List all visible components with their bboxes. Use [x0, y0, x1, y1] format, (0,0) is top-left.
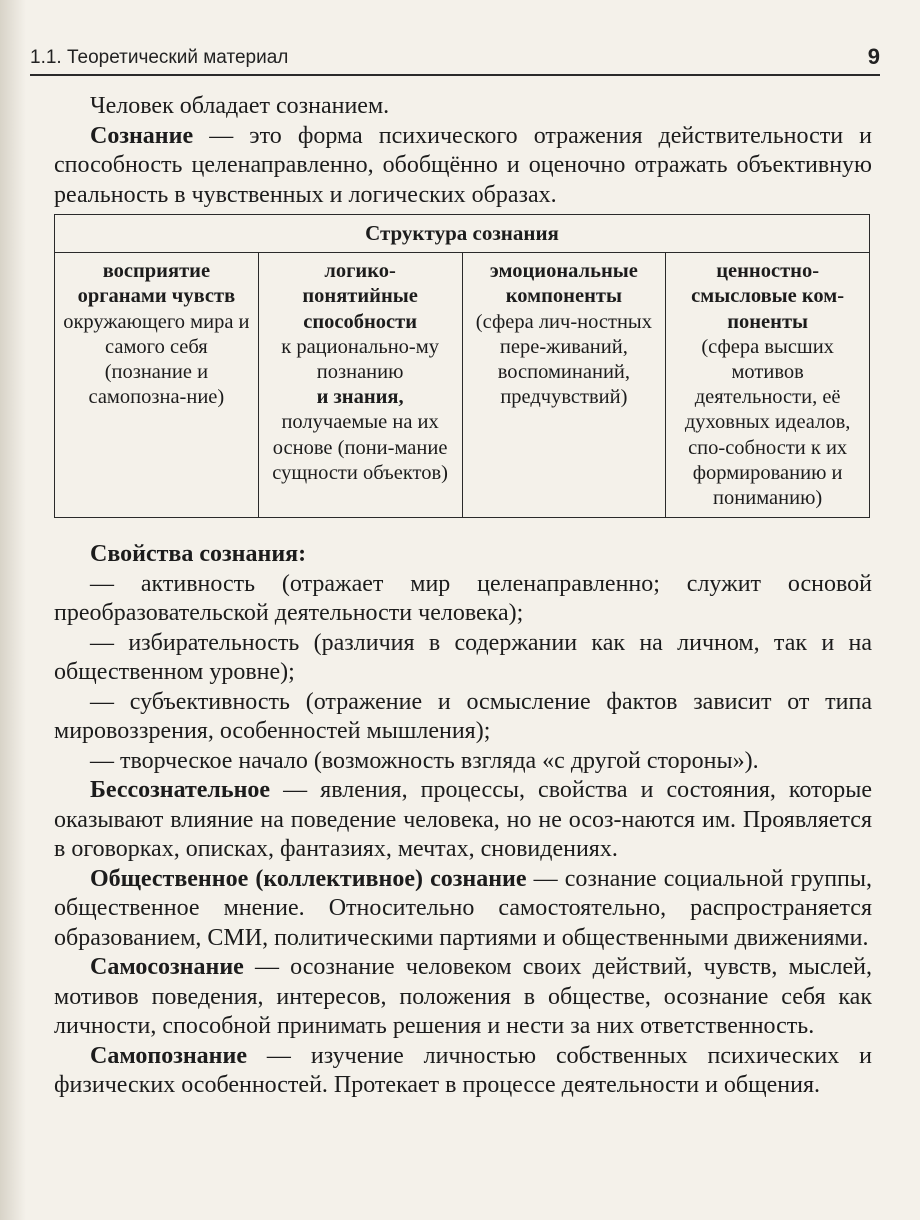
page-gutter-shadow — [0, 0, 26, 1220]
definition-social-consciousness — [54, 865, 872, 954]
definition-text: — явления, процессы, свойства и состояния, которые оказывают влияние на поведение человека, но не осоз-наются им. Проявляется в оговорках, описках, фантазиях, мечтах, сновидениях. — [54, 777, 872, 863]
definition-term: Общественное (коллективное) сознание — [90, 865, 527, 892]
cell-bold-text: логико-понятийные способности — [302, 260, 418, 333]
cell-text: окружающего мира и самого себя (познание и самопозна-ние) — [63, 310, 250, 409]
definition-self-awareness — [54, 953, 872, 1042]
properties-heading: Свойства сознания: — [90, 541, 307, 568]
definition-text: — сознание социальной группы, общественное мнение. Относительно самостоятельно, распространяется образованием, СМИ, политическими партиями и общественными движениями. — [54, 865, 873, 951]
section-title: 1.1. Теоретический материал — [30, 47, 289, 68]
definition-text: — это форма психического отражения действительности и способность целенаправленно, обобщённо и оценочно отражать объективную реальность в чувственных и логических образах. — [54, 122, 872, 208]
property-item: — избирательность (различия в содержании как на личном, так и на общественном уровне); — [54, 629, 872, 686]
cell-text: (сфера лич-ностных пере-живаний, воспоминаний, предчувствий) — [475, 310, 652, 409]
consciousness-definition — [54, 122, 872, 211]
definition-text: — изучение личностью собственных психических и физических особенностей. Протекает в процессе деятельности и общения. — [54, 1042, 872, 1099]
definition-term: Бессознательное — [90, 777, 271, 804]
page-number: 9 — [867, 44, 880, 69]
definition-term: Самосознание — [90, 954, 244, 981]
table-cell-values — [666, 253, 870, 518]
property-item: — творческое начало (возможность взгляда «с другой стороны»). — [90, 747, 759, 774]
table-cell-logic — [258, 253, 462, 518]
cell-bold-text-2: и знания, — [316, 386, 404, 409]
page-content — [54, 92, 872, 1101]
table-row — [55, 253, 870, 518]
definition-term: Самопознание — [90, 1042, 247, 1069]
definition-self-knowledge — [54, 1042, 872, 1101]
definition-unconscious — [54, 776, 872, 865]
property-item: — субъективность (отражение и осмысление фактов зависит от типа мировоззрения, особенностей мышления); — [54, 688, 872, 745]
cell-text: к рационально-му познанию — [281, 335, 439, 384]
cell-bold-text: эмоциональные компоненты — [489, 260, 638, 308]
cell-bold-text: восприятие органами чувств — [77, 260, 236, 308]
definition-text: — осознание человеком своих действий, чувств, мыслей, мотивов поведения, интересов, положения в обществе, осознание себя как личности, способной принимать решения и нести за них ответственность. — [54, 954, 872, 1040]
definition-term: Сознание — [90, 122, 194, 149]
table-cell-perception — [55, 253, 259, 518]
cell-bold-text: ценностно-смысловые ком-поненты — [691, 260, 845, 333]
intro-line: Человек обладает сознанием. — [90, 93, 390, 119]
running-header — [30, 44, 880, 76]
structure-table — [54, 214, 870, 518]
cell-text-2: получаемые на их основе (пони-мание сущности объектов) — [272, 411, 448, 484]
cell-text: (сфера высших мотивов деятельности, её духовных идеалов, спо-собности к их формированию и пониманию) — [684, 335, 851, 510]
property-item: — активность (отражает мир целенаправленно; служит основой преобразовательской деятельности человека); — [54, 570, 872, 627]
table-title: Структура сознания — [55, 215, 870, 253]
table-cell-emotional — [462, 253, 666, 518]
